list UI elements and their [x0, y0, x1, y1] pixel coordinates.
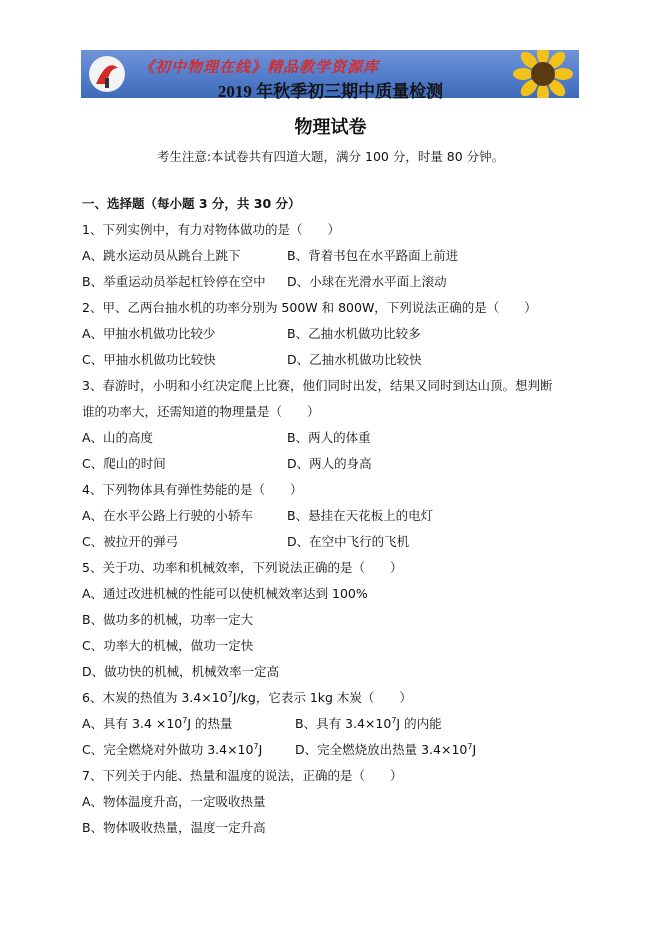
question-6-stem: 6、木炭的热值为 $3.4\times 10^7J/kg$，它表示 1kg 木炭（ ） [82, 689, 412, 705]
subject-title: 物理试卷 [294, 117, 367, 137]
question-7-stem: 7、下列关于内能、热量和温度的说法，正确的是（ ） [82, 768, 403, 783]
q5-option-b: B、做功多的机械，功率一定大 [82, 612, 254, 627]
q1-option-b: B、背着书包在水平路面上前进 [287, 248, 459, 263]
question-3-stem: 3、春游时，小明和小红决定爬上比赛，他们同时出发，结果又同时到达山顶。想判断 [82, 378, 553, 393]
q3-option-b: B、两人的体重 [287, 430, 371, 445]
question-1-stem: 1、下列实例中，有力对物体做功的是（ ） [82, 222, 340, 237]
q4-option-c: C、被拉开的弹弓 [82, 534, 179, 549]
question-2-stem: 2、甲、乙两台抽水机的功率分别为 500W 和 800W，下列说法正确的是（ ） [82, 300, 537, 315]
question-3-stem-cont: 谁的功率大，还需知道的物理量是（ ） [82, 404, 320, 419]
q6-option-b: B、具有 $3.4\times 10^7J$ 的内能 [295, 715, 442, 731]
q5-option-c: C、功率大的机械，做功一定快 [82, 638, 254, 653]
question-4-stem: 4、下列物体具有弹性势能的是（ ） [82, 482, 303, 497]
q3-option-d: D、两人的身高 [287, 456, 372, 471]
banner-text: 《初中物理在线》精品教学资源库 [139, 58, 380, 76]
q1-option-c: B、举重运动员举起杠铃停在空中 [82, 274, 266, 289]
q4-option-d: D、在空中飞行的飞机 [287, 534, 410, 549]
section-heading: 一、选择题（每小题 3 分，共 30 分） [82, 196, 301, 211]
q3-option-c: C、爬山的时间 [82, 456, 166, 471]
q7-option-a: A、物体温度升高，一定吸收热量 [82, 794, 266, 809]
q3-option-a: A、山的高度 [82, 430, 154, 445]
q4-option-b: B、悬挂在天花板上的电灯 [287, 508, 434, 523]
q5-option-d: D、做功快的机械，机械效率一定高 [82, 664, 280, 679]
q2-option-b: B、乙抽水机做功比较多 [287, 326, 421, 341]
q7-option-b: B、物体吸收热量，温度一定升高 [82, 820, 266, 835]
q1-option-a: A、跳水运动员从跳台上跳下 [82, 248, 241, 263]
q2-option-c: C、甲抽水机做功比较快 [82, 352, 216, 367]
q4-option-a: A、在水平公路上行驶的小轿车 [82, 508, 254, 523]
exam-notice: 考生注意:本试卷共有四道大题，满分 100 分，时量 80 分钟。 [156, 149, 505, 164]
q2-option-d: D、乙抽水机做功比较快 [287, 352, 422, 367]
q5-option-a: A、通过改进机械的性能可以使机械效率达到 100% [82, 586, 368, 601]
q1-option-d: D、小球在光滑水平面上滚动 [287, 274, 447, 289]
q6-option-a: A、具有 $3.4 \times 10^7J$ 的热量 [82, 715, 233, 731]
q6-option-c: C、完全燃烧对外做功 $3.4\times 10^7J$ [82, 741, 263, 757]
question-5-stem: 5、关于功、功率和机械效率，下列说法正确的是（ ） [82, 560, 403, 575]
q2-option-a: A、甲抽水机做功比较少 [82, 326, 216, 341]
q6-option-d: D、完全燃烧放出热量 $3.4\times 10^7J$ [295, 741, 477, 757]
exam-title: 2019 年秋季初三期中质量检测 [217, 82, 444, 101]
